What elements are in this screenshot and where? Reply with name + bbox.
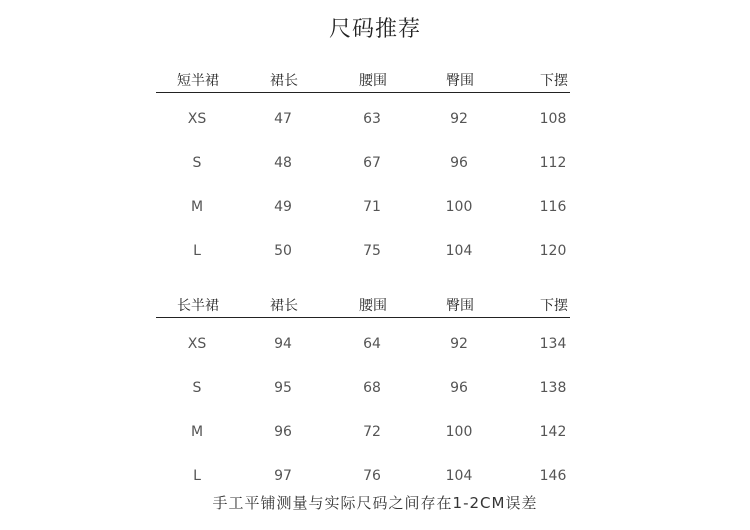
value-cell: 134	[539, 336, 567, 352]
value-cell: 146	[539, 468, 567, 484]
short-skirt-size-table	[155, 68, 570, 269]
value-cell: 68	[363, 380, 381, 396]
value-cell: 104	[445, 468, 473, 484]
table-row	[155, 318, 570, 362]
table-row	[155, 225, 570, 269]
value-cell: 67	[363, 155, 381, 171]
value-cell: 96	[274, 424, 292, 440]
value-cell: 97	[274, 468, 292, 484]
header-waist: 腰围	[359, 298, 387, 314]
value-cell: 120	[539, 243, 567, 259]
table-row	[155, 362, 570, 406]
header-hem: 下摆	[540, 73, 568, 89]
long-skirt-size-table	[155, 293, 570, 494]
table-header-row	[156, 68, 570, 93]
table-row	[155, 137, 570, 181]
header-skirt-length: 裙长	[270, 73, 298, 89]
value-cell: 104	[445, 243, 473, 259]
size-cell: S	[192, 380, 202, 396]
value-cell: 63	[363, 111, 381, 127]
size-cell: L	[193, 243, 201, 259]
value-cell: 95	[274, 380, 292, 396]
value-cell: 47	[274, 111, 292, 127]
value-cell: 48	[274, 155, 292, 171]
value-cell: 108	[539, 111, 567, 127]
value-cell: 100	[445, 424, 473, 440]
table-header-row	[156, 293, 570, 318]
value-cell: 76	[363, 468, 381, 484]
value-cell: 92	[450, 111, 468, 127]
value-cell: 142	[539, 424, 567, 440]
value-cell: 138	[539, 380, 567, 396]
value-cell: 112	[539, 155, 567, 171]
header-waist: 腰围	[359, 73, 387, 89]
value-cell: 64	[363, 336, 381, 352]
value-cell: 100	[445, 199, 473, 215]
value-cell: 96	[450, 155, 468, 171]
header-hip: 臀围	[446, 73, 474, 89]
value-cell: 71	[363, 199, 381, 215]
value-cell: 116	[539, 199, 567, 215]
header-hip: 臀围	[446, 298, 474, 314]
size-cell: L	[193, 468, 201, 484]
value-cell: 75	[363, 243, 381, 259]
size-cell: XS	[187, 336, 207, 352]
value-cell: 96	[450, 380, 468, 396]
table-row	[155, 93, 570, 137]
header-category: 短半裙	[177, 73, 219, 89]
value-cell: 72	[363, 424, 381, 440]
value-cell: 49	[274, 199, 292, 215]
size-cell: M	[190, 199, 204, 215]
size-cell: M	[190, 424, 204, 440]
value-cell: 92	[450, 336, 468, 352]
size-cell: XS	[187, 111, 207, 127]
table-row	[155, 406, 570, 450]
header-hem: 下摆	[540, 298, 568, 314]
header-category: 长半裙	[177, 298, 219, 314]
table-row	[155, 181, 570, 225]
measurement-note: 手工平铺测量与实际尺码之间存在1-2CM误差	[212, 494, 538, 512]
size-cell: S	[192, 155, 202, 171]
header-skirt-length: 裙长	[270, 298, 298, 314]
value-cell: 50	[274, 243, 292, 259]
table-row	[155, 450, 570, 494]
value-cell: 94	[274, 336, 292, 352]
page-title: 尺码推荐	[328, 17, 421, 42]
